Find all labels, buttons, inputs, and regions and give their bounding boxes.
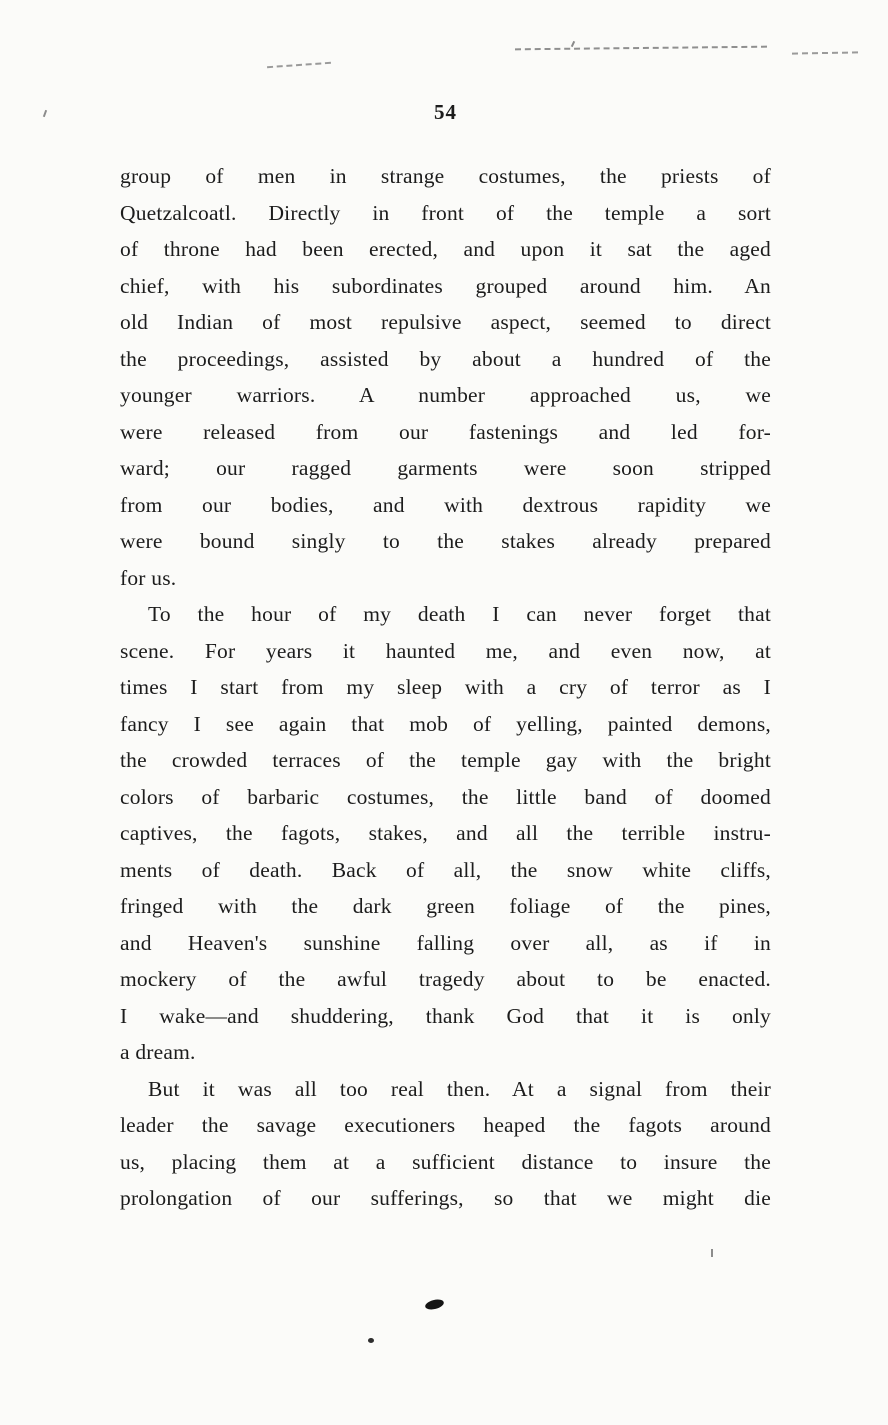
text-line: chief, with his subordinates grouped around him. An xyxy=(120,273,771,298)
text-line: were released from our fastenings and led for- xyxy=(120,419,771,444)
text-line: the proceedings, assisted by about a hundred of the xyxy=(120,346,771,371)
text-line: To the hour of my death I can never forget that xyxy=(148,602,771,626)
paragraph xyxy=(120,1071,771,1217)
text-line: captives, the fagots, stakes, and all the terrible instru- xyxy=(120,821,771,845)
text-line: colors of barbaric costumes, the little band of doomed xyxy=(120,784,771,809)
scan-artifact-tick-bottom-right xyxy=(711,1249,713,1257)
text-line: prolongation of our sufferings, so that we might die xyxy=(120,1186,771,1210)
text-line: I wake—and shuddering, thank God that it is only xyxy=(120,1003,771,1028)
page-text-block xyxy=(120,158,771,1217)
text-line: of throne had been erected, and upon it sat the aged xyxy=(120,237,771,261)
text-line: and Heaven's sunshine falling over all, as if in xyxy=(120,930,771,955)
text-line: ments of death. Back of all, the snow white cliffs, xyxy=(120,857,771,882)
text-line: the crowded terraces of the temple gay with the bright xyxy=(120,748,771,772)
text-line: fringed with the dark green foliage of the pines, xyxy=(120,894,771,918)
text-line: ward; our ragged garments were soon stripped xyxy=(120,456,771,480)
scan-artifact-ink-blot xyxy=(424,1298,445,1311)
paragraph xyxy=(120,596,771,1071)
text-line: were bound singly to the stakes already prepared xyxy=(120,529,771,553)
scan-artifact-tick-top xyxy=(571,41,575,47)
text-line: a dream. xyxy=(120,1040,196,1064)
text-line: group of men in strange costumes, the priests of xyxy=(120,164,771,188)
scan-artifact-ink-dot xyxy=(368,1338,374,1343)
page-number: 54 xyxy=(434,100,457,124)
text-line: for us. xyxy=(120,565,177,590)
text-line: fancy I see again that mob of yelling, painted demons, xyxy=(120,711,771,736)
scan-artifact-dashed-line-top-right xyxy=(515,46,767,51)
text-line: leader the savage executioners heaped the fagots around xyxy=(120,1113,771,1137)
text-line: Quetzalcoatl. Directly in front of the temple a sort xyxy=(120,200,771,225)
text-line: But it was all too real then. At a signal from their xyxy=(148,1076,771,1101)
scan-artifact-tick-left-edge xyxy=(43,110,47,117)
paragraph xyxy=(120,158,771,596)
text-line: us, placing them at a sufficient distance to insure the xyxy=(120,1149,771,1174)
text-line: scene. For years it haunted me, and even now, at xyxy=(120,638,771,663)
text-line: mockery of the awful tragedy about to be enacted. xyxy=(120,967,771,991)
scan-artifact-dashed-line-top-left xyxy=(267,62,331,68)
text-line: times I start from my sleep with a cry of terror as I xyxy=(120,675,771,699)
text-line: younger warriors. A number approached us, we xyxy=(120,383,771,407)
text-line: old Indian of most repulsive aspect, seemed to direct xyxy=(120,310,771,334)
scan-artifact-dashed-line-far-right xyxy=(792,51,858,54)
text-line: from our bodies, and with dextrous rapidity we xyxy=(120,492,771,517)
